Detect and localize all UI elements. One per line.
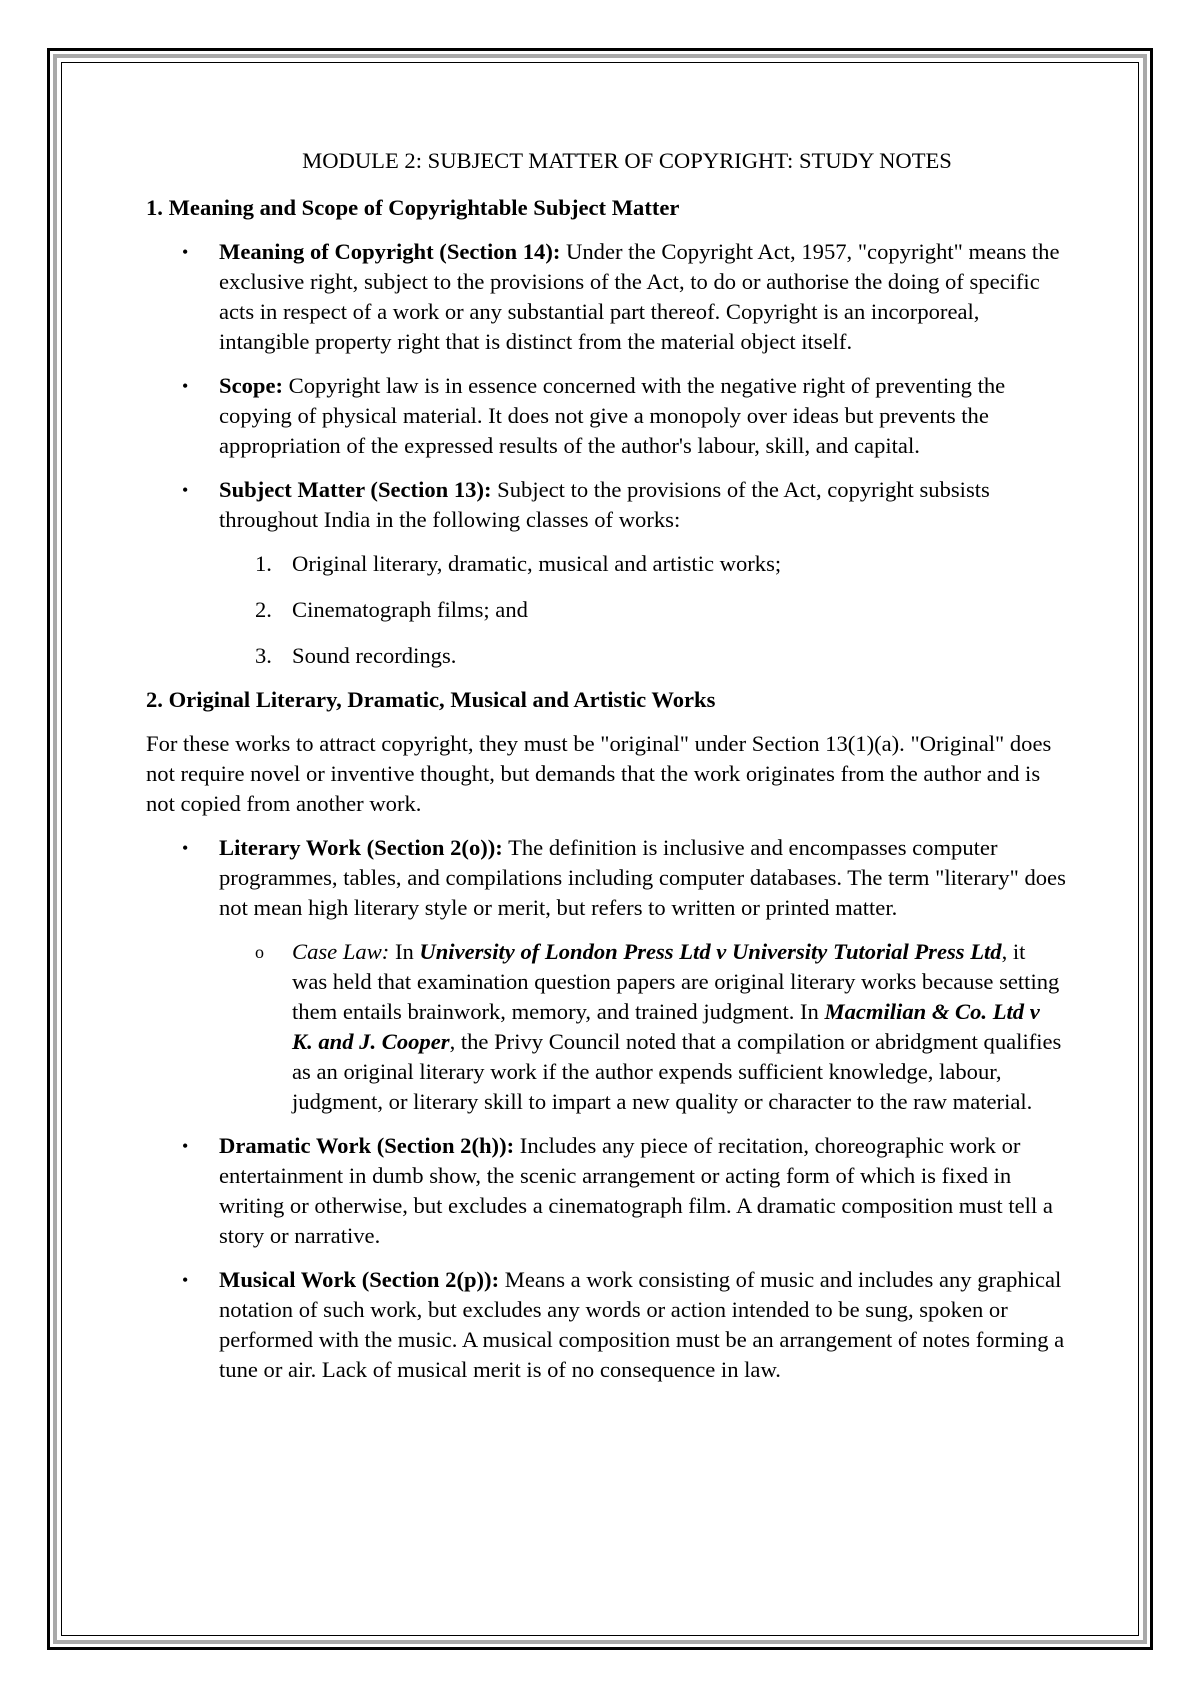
list-item-literary-work	[146, 833, 1066, 1117]
item-label: Scope:	[219, 373, 284, 398]
section-1-heading: 1. Meaning and Scope of Copyrightable Subject Matter	[146, 195, 680, 220]
list-number: 1.	[255, 551, 272, 576]
circle-bullet-icon: o	[255, 942, 264, 962]
classes-of-works-list	[219, 549, 1066, 671]
list-item	[219, 549, 1066, 579]
list-item	[219, 641, 1066, 671]
bullet-icon: •	[182, 1270, 189, 1290]
case-law-list	[219, 937, 1066, 1117]
case-law-text-1: In	[389, 939, 420, 964]
item-label: Musical Work (Section 2(p)):	[219, 1267, 500, 1292]
bullet-icon: •	[182, 838, 189, 858]
list-item-dramatic-work	[146, 1131, 1066, 1251]
case-name-1: University of London Press Ltd v University Tutorial Press Ltd	[419, 939, 1002, 964]
case-law-text-2: , it was held that examination question papers are original literary works because setting them entails brainwork, memory, and trained judgment. In	[292, 939, 1060, 1024]
document-title: MODULE 2: SUBJECT MATTER OF COPYRIGHT: STUDY NOTES	[302, 148, 952, 173]
case-name-2: Macmilian & Co. Ltd v K. and J. Cooper	[292, 999, 1040, 1054]
list-item	[219, 595, 1066, 625]
section-1-list	[146, 237, 1066, 671]
list-number: 2.	[255, 597, 272, 622]
case-law-label: Case Law:	[292, 939, 390, 964]
list-item-musical-work	[146, 1265, 1066, 1385]
item-text: Means a work consisting of music and includes any graphical notation of such work, but excludes any words or action intended to be sung, spoken or performed with the music. A musical composition must be an arrangement of notes forming a tune or air. Lack of musical merit is of no consequence in law.	[219, 1267, 1065, 1382]
list-number: 3.	[255, 643, 272, 668]
item-label: Subject Matter (Section 13):	[219, 477, 492, 502]
bullet-icon: •	[182, 1136, 189, 1156]
list-item-text: Cinematograph films; and	[292, 597, 528, 622]
section-2-list	[146, 833, 1066, 1385]
item-label: Meaning of Copyright (Section 14):	[219, 239, 561, 264]
bullet-icon: •	[182, 480, 189, 500]
section-2-intro: For these works to attract copyright, they must be "original" under Section 13(1)(a). "Original" does not require novel or inventive thought, but demands that the work originates from the author and is not copied from another work.	[146, 731, 1052, 816]
list-item-subject-matter	[146, 475, 1066, 671]
bullet-icon: •	[182, 242, 189, 262]
list-item-meaning	[146, 237, 1066, 357]
item-text: Subject to the provisions of the Act, copyright subsists throughout India in the following classes of works:	[219, 477, 990, 532]
document-body	[146, 146, 1066, 1399]
list-item-text: Original literary, dramatic, musical and artistic works;	[292, 551, 782, 576]
case-law-text-3: , the Privy Council noted that a compilation or abridgment qualifies as an original literary work if the author expends sufficient knowledge, labour, judgment, or literary skill to impart a new quality or character to the raw material.	[292, 1029, 1062, 1114]
list-item-scope	[146, 371, 1066, 461]
item-label: Literary Work (Section 2(o)):	[219, 835, 503, 860]
bullet-icon: •	[182, 376, 189, 396]
item-text: Includes any piece of recitation, choreographic work or entertainment in dumb show, the scenic arrangement or acting form of which is fixed in writing or otherwise, but excludes a cinematograph film. A dramatic composition must tell a story or narrative.	[219, 1133, 1053, 1248]
section-2-heading: 2. Original Literary, Dramatic, Musical and Artistic Works	[146, 687, 716, 712]
item-text: Under the Copyright Act, 1957, "copyright" means the exclusive right, subject to the provisions of the Act, to do or authorise the doing of specific acts in respect of a work or any substantial part thereof. Copyright is an incorporeal, intangible property right that is distinct from the material object itself.	[219, 239, 1060, 354]
item-text: Copyright law is in essence concerned with the negative right of preventing the copying of physical material. It does not give a monopoly over ideas but prevents the appropriation of the expressed results of the author's labour, skill, and capital.	[219, 373, 1006, 458]
item-label: Dramatic Work (Section 2(h)):	[219, 1133, 515, 1158]
item-text: The definition is inclusive and encompasses computer programmes, tables, and compilations including computer databases. The term "literary" does not mean high literary style or merit, but refers to written or printed matter.	[219, 835, 1066, 920]
case-law-item	[219, 937, 1066, 1117]
list-item-text: Sound recordings.	[292, 643, 457, 668]
